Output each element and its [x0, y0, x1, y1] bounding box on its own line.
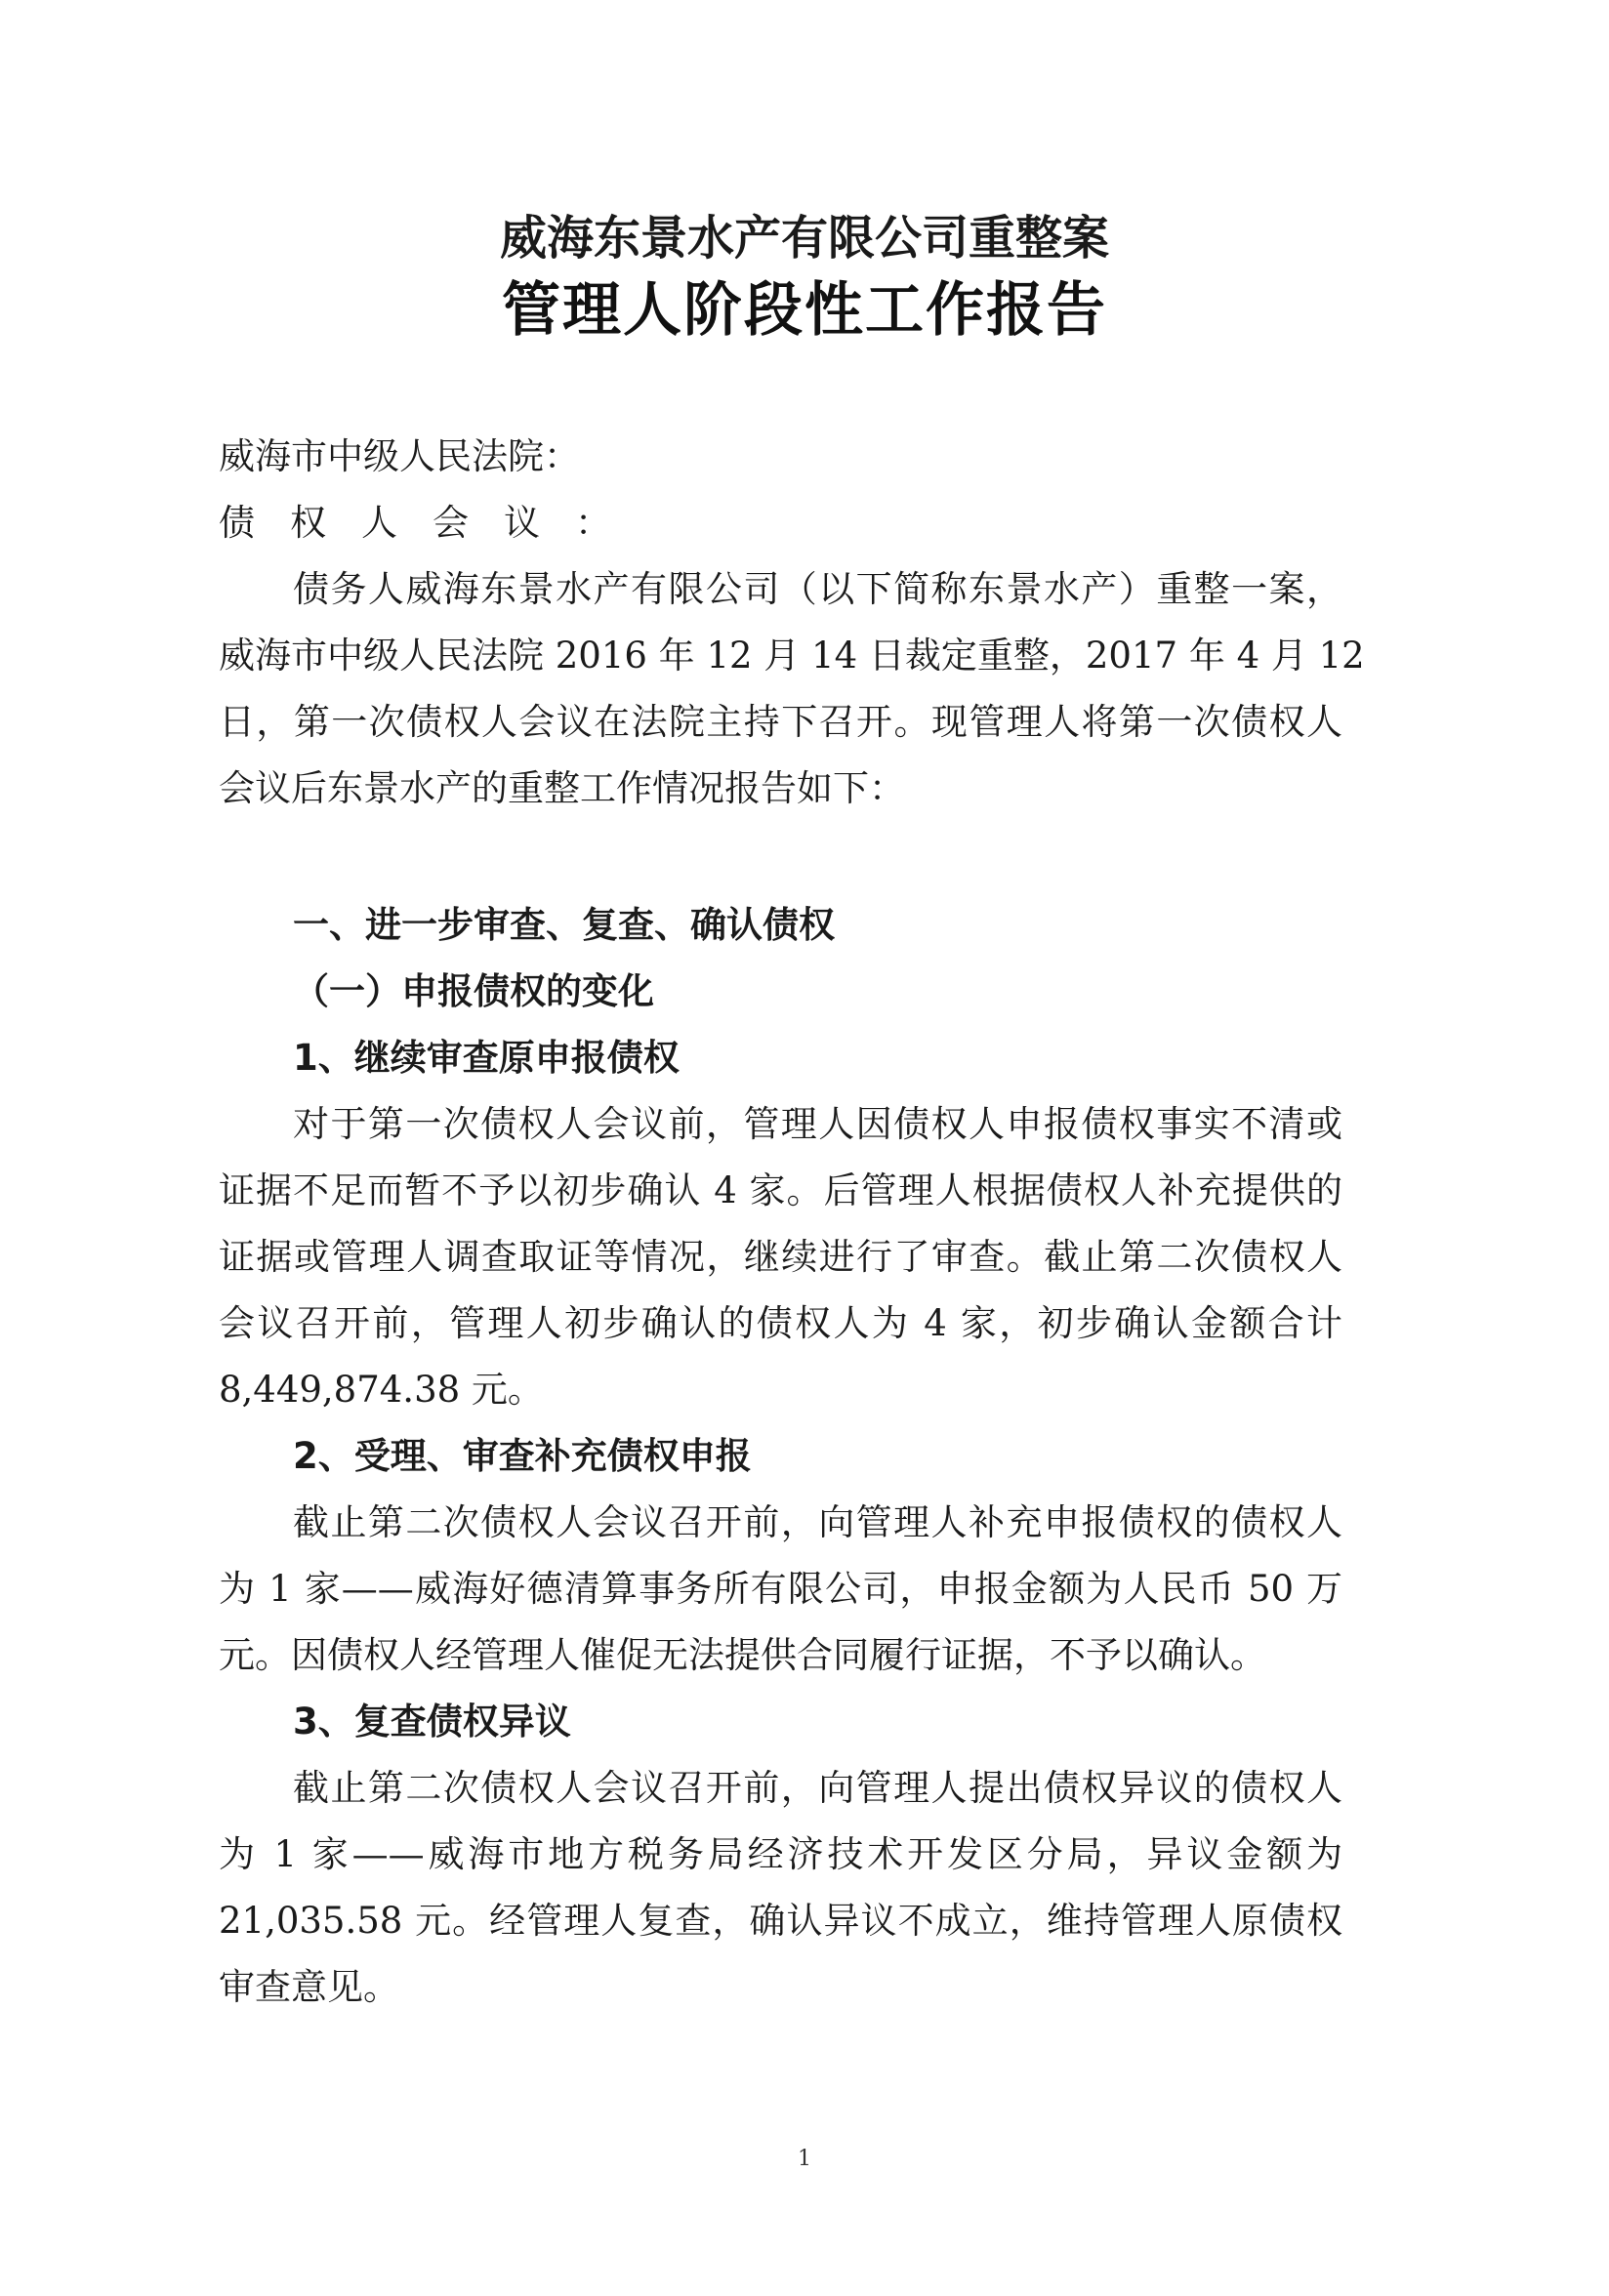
body-line: 为 1 家——威海市地方税务局经济技术开发区分局，异议金额为 [219, 1833, 1342, 1875]
body-line: 审查意见。 [219, 1966, 399, 2008]
body-line: 证据不足而暂不予以初步确认 4 家。后管理人根据债权人补充提供的 [219, 1169, 1342, 1211]
body-line: 元。因债权人经管理人催促无法提供合同履行证据，不予以确认。 [219, 1634, 1266, 1676]
item-heading: 1、继续审查原申报债权 [293, 1037, 680, 1079]
body-line: 21,035.58 元。经管理人复查，确认异议不成立，维持管理人原债权 [219, 1900, 1342, 1942]
intro-line: 会议后东景水产的重整工作情况报告如下： [219, 767, 905, 809]
body-line: 会议召开前，管理人初步确认的债权人为 4 家，初步确认金额合计 [219, 1302, 1342, 1344]
document-title-company: 威海东景水产有限公司重整案 [499, 211, 1109, 266]
item-heading: 3、复查债权异议 [293, 1701, 571, 1742]
item-heading: 2、受理、审查补充债权申报 [293, 1435, 752, 1477]
document-title-report: 管理人阶段性工作报告 [502, 276, 1107, 345]
section-heading: 一、进一步审查、复查、确认债权 [293, 904, 835, 946]
body-line: 截止第二次债权人会议召开前，向管理人提出债权异议的债权人 [293, 1767, 1342, 1809]
intro-line: 债务人威海东景水产有限公司（以下简称东景水产）重整一案， [293, 568, 1342, 610]
page-number: 1 [798, 2147, 811, 2171]
body-line: 8,449,874.38 元。 [219, 1369, 544, 1411]
intro-line: 日，第一次债权人会议在法院主持下召开。现管理人将第一次债权人 [219, 701, 1342, 743]
body-line: 证据或管理人调查取证等情况，继续进行了审查。截止第二次债权人 [219, 1236, 1342, 1278]
intro-line: 威海市中级人民法院 2016 年 12 月 14 日裁定重整，2017 年 4 月 12 [219, 635, 1365, 676]
recipient-creditors-meeting: 债权人会议： [219, 502, 646, 544]
recipient-court: 威海市中级人民法院： [219, 435, 580, 477]
body-line: 截止第二次债权人会议召开前，向管理人补充申报债权的债权人 [293, 1501, 1342, 1543]
subsection-heading: （一）申报债权的变化 [293, 970, 654, 1012]
body-line: 为 1 家——威海好德清算事务所有限公司，申报金额为人民币 50 万 [219, 1568, 1342, 1610]
body-line: 对于第一次债权人会议前，管理人因债权人申报债权事实不清或 [293, 1103, 1342, 1145]
